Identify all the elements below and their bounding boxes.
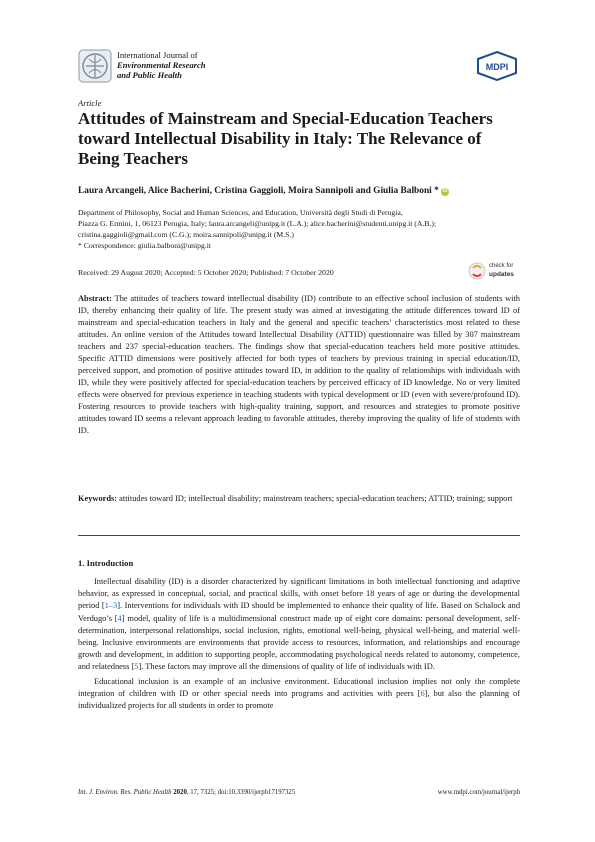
publication-dates: Received: 29 August 2020; Accepted: 5 October 2020; Published: 7 October 2020 <box>78 268 334 277</box>
check-for-updates-icon <box>468 262 486 280</box>
author-list <box>78 186 449 196</box>
paragraph-text: Educational inclusion is an example of an inclusive environment. Educational inclusion implies not only the complete integration of children with ID or other special needs into programs and activities with peers [ <box>78 676 520 698</box>
citation-year: 2020 <box>171 789 187 796</box>
reference-link[interactable]: 5 <box>134 662 139 672</box>
publisher-name: MDPI <box>485 62 509 72</box>
check-for-updates-button[interactable] <box>468 260 520 282</box>
updates-line2: updates <box>489 270 514 278</box>
journal-name <box>117 50 206 80</box>
affiliation-line: cristina.gaggioli@gmail.com (C.G.); moira.sannipoli@unipg.it (M.S.) <box>78 230 294 239</box>
abstract-text: The attitudes of teachers toward intellectual disability (ID) contribute to an effective school inclusion of students with ID, thereby enhancing their quality of life. The present study was aimed at investigating the attitude differences toward ID of mainstream and special-education teachers in Italy and the general and specific teachers’ characteristics most related to these attitudes. An online version of the Attitudes toward Intellectual Disability (ATTID) questionnaire was filled by 307 mainstream teachers and 237 special-education teachers. The findings show that special-education teachers held more positive attitudes. Specific ATTID dimensions were positively affected for both types of teachers by previous training in special education/ID, perceived support, and promotion of positive attitudes toward ID, in addition to the quality of relationships with individuals with ID, while they were positively affected for special-education teachers by perceived efficacy of ID knowledge. No or very limited effects were observed for previous experience in teaching students with typical development or ID (even with severe/profound ID). Fostering resources to provide teachers with high-quality training, support, and resources and strategies to promote positive attitudes toward ID seems a relevant approach leading to favorable attitudes, thereby improving the quality of life of students with ID. <box>78 294 520 435</box>
keywords <box>78 493 520 505</box>
abstract-label: Abstract: <box>78 294 112 303</box>
section-heading: 1. Introduction <box>78 558 134 568</box>
footer-citation <box>78 789 295 796</box>
journal-logo-icon <box>78 49 112 83</box>
paragraph-text: ] model, quality of life is a multidimensional construct made up of eight core domains: personal development, self-determination, interpersonal relationships, social inclusion, rights, emotional well-being, physical well-being, and material well-being. Inclusive environments are environments that provide access to resources, information, and relationships and encourage growth and development, in addition to supporting people, accommodating psychological needs related to autonomy, competence, and relatedness [ <box>78 613 521 672</box>
mdpi-logo-icon <box>476 51 518 81</box>
paragraph-text: Intellectual disability (ID) is a disorder characterized by significant limitations in both intellectual functioning and adaptive behavior, as expressed in conceptual, social, and practical skills, with onset before 18 years of age or during the developmental period [ <box>78 577 520 611</box>
citation-journal: Int. J. Environ. Res. Public Health <box>78 789 172 796</box>
reference-link[interactable]: 1–3 <box>104 601 118 611</box>
journal-name-line3: and Public Health <box>117 70 182 80</box>
updates-line1: check for <box>489 263 514 269</box>
paragraph-text: ], but also the planning of individualized projects for all students in order to promote <box>78 688 521 711</box>
abstract <box>78 293 520 437</box>
keywords-text: attitudes toward ID; intellectual disability; mainstream teachers; special-education teachers; ATTID; training; support <box>117 494 513 503</box>
article-type: Article <box>78 98 102 108</box>
reference-link[interactable]: 4 <box>117 613 122 623</box>
author-names: Laura Arcangeli, Alice Bacherini, Cristina Gaggioli, Moira Sannipoli and Giulia Balboni * <box>78 186 439 196</box>
journal-name-line2: Environmental Research <box>117 60 206 70</box>
footer-journal-url[interactable]: www.mdpi.com/journal/ijerph <box>437 789 520 796</box>
body-text <box>78 576 520 714</box>
reference-link[interactable]: 6 <box>420 688 425 698</box>
check-for-updates-label <box>489 263 514 278</box>
paragraph-text: ]. Interventions for individuals with ID should be implemented to enhance their quality of life. Based on Schalock and Verdugo’s [ <box>78 601 521 623</box>
section-divider <box>78 535 520 536</box>
orcid-icon[interactable]: iD <box>442 189 448 194</box>
paragraph-text: ]. These factors may improve all the dimensions of quality of life of individuals with ID. <box>138 662 435 672</box>
journal-name-line1: International Journal of <box>117 50 198 60</box>
correspondence: * Correspondence: giulia.balboni@unipg.it <box>78 241 212 250</box>
affiliation-line: Department of Philosophy, Social and Human Sciences, and Education, Università degli Studi di Perugia, <box>78 208 403 217</box>
paragraph <box>78 576 520 674</box>
affiliation-block <box>78 207 520 251</box>
keywords-label: Keywords: <box>78 494 118 503</box>
article-title: Attitudes of Mainstream and Special-Education Teachers toward Intellectual Disability in Italy: The Relevance of Being Teachers <box>78 109 493 168</box>
paragraph <box>78 676 520 713</box>
citation-rest: , 17, 7325; doi:10.3390/ijerph17197325 <box>186 789 296 796</box>
affiliation-line: Piazza G. Ermini, 1, 06123 Perugia, Italy; laura.arcangeli@unipg.it (L.A.); alice.bacherini@studenti.unipg.it (A.B.); <box>78 219 437 228</box>
